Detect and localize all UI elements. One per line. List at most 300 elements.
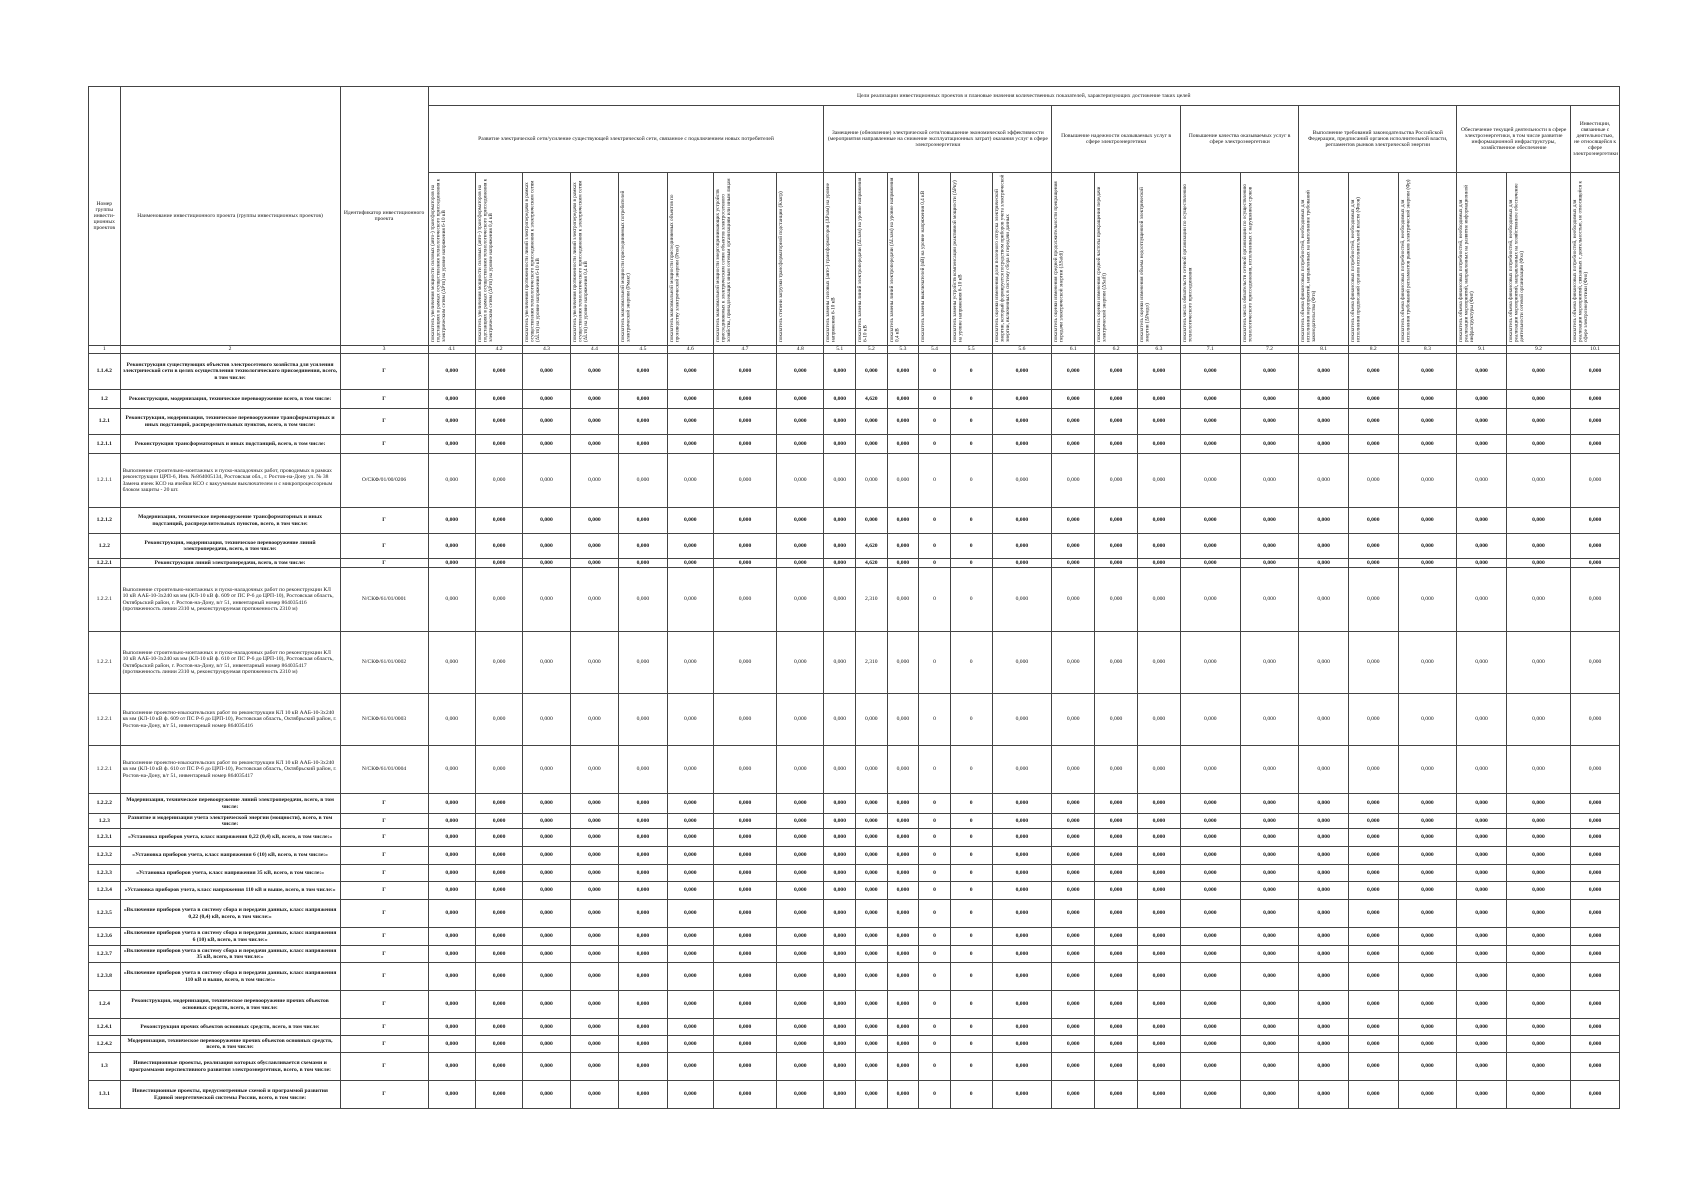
indicator-value: 0,000 [824,865,856,882]
indicator-value: 0,000 [777,1036,824,1053]
indicator-value: 0,000 [1052,409,1095,435]
indicator-value: 0,000 [1052,354,1095,390]
row-number: 1.2.1.2 [89,508,121,534]
column-number: 7.2 [1240,346,1299,354]
row-number: 1.2.3.1 [89,829,121,847]
indicator-value: 0,000 [523,882,570,900]
table-row [89,568,1620,632]
indicator-value: 0,000 [1348,632,1398,694]
indicator-value: 0,000 [1299,694,1349,746]
indicator-value: 0 [950,1019,992,1036]
column-number: 4.4 [570,346,619,354]
indicator-value: 0,000 [1348,946,1398,963]
indicator-value: 0,000 [1571,991,1620,1019]
indicator-value: 0 [950,829,992,847]
row-name: Модернизация, техническое перевооружение прочих объектов основных средств, всего, в том числе: [120,1036,340,1053]
indicator-value: 0,000 [887,865,919,882]
indicator-value: 0,000 [1457,1053,1507,1081]
indicator-header [992,173,1052,346]
indicator-value: 0,000 [856,354,888,390]
indicator-value: 0,000 [1180,865,1240,882]
indicator-value: 0 [950,794,992,814]
indicator-value: 0,000 [887,746,919,794]
indicator-value: 0,000 [667,1053,713,1081]
indicator-value: 0 [919,534,951,559]
indicator-header [1240,173,1299,346]
indicator-header [919,173,951,346]
column-number: 5.6 [992,346,1052,354]
goal-group-header: Повышение надежности оказываемых услуг в сфере электроэнергетики [1052,106,1181,173]
indicator-header-text: показатель максимальной мощности присоединяемых объектов по производству электрической энергии (Pген) [668,194,681,342]
col-header-goals: Цели реализации инвестиционных проектов и плановые значения количественных показателей, характеризующих достижение таких целей [428,87,1619,106]
indicator-value: 0,000 [523,1019,570,1036]
indicator-value: 0,000 [1052,534,1095,559]
indicator-value: 0,000 [1138,847,1181,865]
row-name: Выполнение строительно-монтажных и пуско-наладочных работ по реконструкции КЛ 10 кВ ААБ-10-3х240 кв мм (КЛ-10 кВ ф. 609 от ПС Р-6 до ЦРП-10), Ростовская область, Октябрьский район, г. Ростов-на-Дону, в/г 51, инвентарный номер 864035416 (протяженность линии 2310 м, реконструируемая протяженность 2310 м) [120,568,340,632]
indicator-value: 0,000 [475,882,522,900]
indicator-value: 0 [919,435,951,454]
indicator-value: 0,000 [1299,534,1349,559]
table-row [89,390,1620,409]
row-number: 1.2.3.3 [89,865,121,882]
indicator-value: 0,000 [713,1081,776,1109]
indicator-value: 0,000 [475,1036,522,1053]
indicator-value: 0,000 [1348,991,1398,1019]
indicator-value: 0,000 [1348,829,1398,847]
row-number: 1.2.3.5 [89,900,121,928]
indicator-value: 0,000 [856,508,888,534]
indicator-value: 0,000 [1571,508,1620,534]
row-name: Реконструкция существующих объектов электросетевого хозяйства для усиления электрической сети в целях осуществления технологического присоединения, всего, в том числе: [120,354,340,390]
row-name: «Установка приборов учета, класс напряжения 110 кВ и выше, всего, в том числе:» [120,882,340,900]
indicator-value: 0 [919,1053,951,1081]
indicator-value: 0,000 [777,882,824,900]
indicator-header [475,173,522,346]
indicator-value: 0,000 [1138,829,1181,847]
row-number: 1.2.3.7 [89,946,121,963]
column-number: 6.2 [1095,346,1138,354]
indicator-value: 0,000 [1571,435,1620,454]
indicator-value: 0,000 [1506,794,1570,814]
indicator-value: 0,000 [1240,847,1299,865]
indicator-value: 0,000 [1052,746,1095,794]
indicator-value: 0,000 [428,435,475,454]
column-number: 8.2 [1348,346,1398,354]
indicator-value: 0,000 [777,814,824,829]
indicator-value: 0,000 [475,1081,522,1109]
indicator-value: 0,000 [1240,814,1299,829]
indicator-value: 0,000 [824,559,856,568]
indicator-value: 0,000 [856,1036,888,1053]
indicator-value: 0,000 [1180,963,1240,991]
indicator-value: 0,000 [824,1053,856,1081]
column-number: 5.3 [887,346,919,354]
indicator-value: 0,000 [1398,508,1457,534]
column-number: 8.3 [1398,346,1457,354]
indicator-value: 0,000 [1457,900,1507,928]
indicator-value: 0,000 [570,794,619,814]
indicator-value: 0,000 [887,534,919,559]
indicator-value: 0,000 [428,409,475,435]
indicator-value: 0,000 [1240,1036,1299,1053]
indicator-value: 0,000 [992,632,1052,694]
indicator-value: 0,000 [1052,847,1095,865]
indicator-value: 0,000 [1180,1019,1240,1036]
row-number: 1.2.3.4 [89,882,121,900]
indicator-value: 0,000 [992,882,1052,900]
column-number: 2 [120,346,340,354]
indicator-value: 0,000 [1348,435,1398,454]
row-number: 1.2.2.1 [89,694,121,746]
column-number: 4.7 [713,346,776,354]
indicator-value: 0,000 [428,991,475,1019]
indicator-value: 0,000 [1571,829,1620,847]
indicator-value: 0,000 [887,559,919,568]
row-identifier: Г [340,534,428,559]
indicator-value: 0 [950,694,992,746]
indicator-value: 0,000 [619,508,668,534]
indicator-value: 0,000 [777,829,824,847]
indicator-value: 0,000 [1398,963,1457,991]
indicator-value: 0,000 [428,568,475,632]
indicator-value: 0,000 [523,814,570,829]
indicator-value: 0,000 [428,354,475,390]
indicator-value: 0,000 [856,794,888,814]
indicator-value: 0,000 [1506,1081,1570,1109]
indicator-value: 0,000 [1348,559,1398,568]
indicator-value: 0,000 [992,568,1052,632]
indicator-value: 0,000 [428,1036,475,1053]
indicator-header-text: показатель максимальной мощности энергопринимающих устройств присоединяемых к электрическим сетям объектов электросетевого хозяйства, принадлежащих иным сетевым организациям или иным лицам [714,178,732,342]
indicator-header-text: показатель увеличения мощности силовых (авто-) трансформаторов на подстанциях в рамках осуществления технологического присоединения к электрическим сетям (ΔPтп) на уровне напряжения 6-10 кВ [429,178,447,342]
indicator-value: 0,000 [824,847,856,865]
indicator-value: 0,000 [713,390,776,409]
indicator-value: 0 [950,508,992,534]
indicator-value: 0,000 [713,829,776,847]
indicator-value: 0,000 [1180,794,1240,814]
indicator-header-text: показатель объема финансовых потребностей, необходимых для исполнения мероприятий, направленных на выполнение требований законодательства (Фтз) [1300,190,1318,342]
indicator-header-text: показатель оценки изменения доли полезного отпуска электрической энергии, который формируется посредством приборов учета электрической энергии, включенных в систему сбора и передачи данных [993,174,1011,342]
indicator-value: 0,000 [1457,1081,1507,1109]
indicator-value: 0,000 [428,814,475,829]
indicator-value: 0,000 [856,991,888,1019]
indicator-value: 0,000 [777,847,824,865]
indicator-value: 0,000 [856,882,888,900]
indicator-value: 0,000 [1138,882,1181,900]
indicator-value: 0,000 [1180,900,1240,928]
indicator-value: 0,000 [475,534,522,559]
indicator-value: 0,000 [619,991,668,1019]
indicator-value: 0,000 [1571,865,1620,882]
indicator-value: 0,000 [713,409,776,435]
indicator-value: 0,000 [1052,694,1095,746]
indicator-value: 0,000 [570,1036,619,1053]
indicator-value: 0,000 [428,1053,475,1081]
indicator-header-text: показатель оценки изменения объема недоотпущенной электрической энергии (ΔPнедо) [1139,187,1151,342]
indicator-value: 0,000 [1052,991,1095,1019]
indicator-value: 0,000 [713,865,776,882]
row-name: «Включение приборов учета в систему сбора и передачи данных, класс напряжения 6 (10) кВ, всего, в том числе:» [120,928,340,946]
indicator-value: 0,000 [523,900,570,928]
indicator-header [619,173,668,346]
indicator-value: 0,000 [667,435,713,454]
indicator-value: 0,000 [667,847,713,865]
row-name: «Включение приборов учета в систему сбора и передачи данных, класс напряжения 35 кВ, всего, в том числе:» [120,946,340,963]
indicator-value: 0,000 [992,559,1052,568]
row-identifier: Г [340,354,428,390]
indicator-value: 0,000 [777,435,824,454]
indicator-value: 0,000 [1506,354,1570,390]
row-number: 1.2.4 [89,991,121,1019]
indicator-value: 0,000 [887,694,919,746]
indicator-value: 0,000 [1398,559,1457,568]
indicator-value: 0,000 [1299,568,1349,632]
indicator-value: 0,000 [1052,946,1095,963]
column-number: 4.2 [475,346,522,354]
indicator-value: 0,000 [523,829,570,847]
indicator-value: 0,000 [570,847,619,865]
indicator-value: 0,000 [713,632,776,694]
indicator-value: 0,000 [1180,534,1240,559]
indicator-value: 0,000 [713,534,776,559]
indicator-value: 0,000 [475,847,522,865]
indicator-value: 0,000 [1457,1036,1507,1053]
indicator-value: 0,000 [1095,409,1138,435]
indicator-value: 0 [950,1036,992,1053]
indicator-value: 0,000 [1571,1081,1620,1109]
column-number: 3 [340,346,428,354]
column-number: 6.3 [1138,346,1181,354]
indicator-value: 0,000 [713,882,776,900]
indicator-value: 0 [919,847,951,865]
row-number: 1.2.4.2 [89,1036,121,1053]
indicator-value: 0,000 [428,882,475,900]
indicator-value: 0,000 [1506,991,1570,1019]
indicator-value: 0,000 [1571,963,1620,991]
indicator-value: 0 [950,409,992,435]
indicator-value: 0,000 [856,829,888,847]
table-row [89,900,1620,928]
row-name: Реконструкция прочих объектов основных средств, всего, в том числе: [120,1019,340,1036]
indicator-value: 0 [919,454,951,508]
indicator-value: 0 [919,865,951,882]
indicator-value: 0,000 [887,963,919,991]
row-identifier: Г [340,1036,428,1053]
row-identifier: Г [340,390,428,409]
table-row [89,928,1620,946]
indicator-value: 0,000 [992,900,1052,928]
indicator-value: 0,000 [1457,746,1507,794]
indicator-header [1571,173,1620,346]
table-row [89,1019,1620,1036]
row-name: Реконструкция, модернизация, техническое перевооружение линий электропередачи, всего, в том числе: [120,534,340,559]
indicator-value: 0,000 [1180,409,1240,435]
indicator-value: 0,000 [1138,508,1181,534]
indicator-value: 0,000 [570,559,619,568]
indicator-value: 0 [919,632,951,694]
indicator-value: 0,000 [992,390,1052,409]
indicator-value: 0,000 [475,694,522,746]
indicator-value: 0 [950,900,992,928]
row-number: 1.2.2.1 [89,746,121,794]
indicator-value: 0 [919,900,951,928]
indicator-value: 0,000 [824,1081,856,1109]
indicator-value: 0,000 [1138,694,1181,746]
indicator-value: 0,000 [856,963,888,991]
indicator-value: 0,000 [1457,991,1507,1019]
indicator-value: 0,000 [887,814,919,829]
indicator-value: 0,000 [992,847,1052,865]
column-number: 10.1 [1571,346,1620,354]
indicator-value: 0 [950,390,992,409]
indicator-value: 0 [919,1036,951,1053]
indicator-value: 0,000 [1506,900,1570,928]
indicator-value: 0,000 [777,568,824,632]
indicator-value: 0,000 [1180,991,1240,1019]
indicator-value: 0,000 [475,632,522,694]
indicator-value: 0,000 [1095,928,1138,946]
indicator-value: 0,000 [992,963,1052,991]
indicator-value: 0 [950,946,992,963]
indicator-value: 0,000 [1240,1019,1299,1036]
indicator-value: 0,000 [475,746,522,794]
indicator-value: 0,000 [667,1036,713,1053]
table-row [89,508,1620,534]
indicator-value: 0,000 [824,390,856,409]
indicator-value: 0,000 [1299,1036,1349,1053]
row-identifier: Г [340,946,428,963]
indicator-value: 0,000 [523,534,570,559]
indicator-value: 0,000 [887,847,919,865]
indicator-value: 0,000 [824,632,856,694]
row-name: Выполнение проектно-изыскательских работ по реконструкции КЛ 10 кВ ААБ-10-3х240 кв мм (КЛ-10 кВ ф. 610 от ПС Р-6 до ЦРП-10), Ростовская область, Октябрьский район, г. Ростов-на-Дону, в/г 51, инвентарный номер 864035417 [120,746,340,794]
indicator-value: 0,000 [667,882,713,900]
indicator-value: 0,000 [887,390,919,409]
indicator-value: 0,000 [619,882,668,900]
row-number: 1.2.3 [89,814,121,829]
indicator-value: 0,000 [570,694,619,746]
indicator-value: 0,000 [824,534,856,559]
col-header-number: Номер группы инвести-ционных проектов [89,87,121,346]
indicator-value: 0,000 [619,794,668,814]
indicator-value: 0,000 [824,946,856,963]
indicator-value: 0,000 [667,1081,713,1109]
indicator-header-text: показатель объема финансовых потребностей, необходимых для реализации мероприятий, связанных с деятельностью, не относящейся к сфере электроэнергетики (Фно) [1572,180,1590,342]
indicator-value: 0,000 [1240,1053,1299,1081]
indicator-value: 0,000 [1138,963,1181,991]
indicator-value: 0,000 [1240,882,1299,900]
indicator-value: 0,000 [1240,435,1299,454]
indicator-value: 0,000 [856,1081,888,1109]
indicator-value: 0,000 [777,991,824,1019]
indicator-value: 0,000 [1240,534,1299,559]
indicator-value: 0,000 [1052,390,1095,409]
indicator-value: 0,000 [992,1036,1052,1053]
indicator-value: 0,000 [1398,390,1457,409]
indicator-value: 0,000 [1180,454,1240,508]
indicator-value: 0,000 [1240,508,1299,534]
indicator-value: 0,000 [523,865,570,882]
indicator-value: 0,000 [1398,746,1457,794]
indicator-value: 0,000 [777,946,824,963]
indicator-value: 0,000 [1506,1053,1570,1081]
indicator-value: 0,000 [523,1036,570,1053]
row-name: «Установка приборов учета, класс напряжения 35 кВ, всего, в том числе:» [120,865,340,882]
indicator-value: 0,000 [1398,1081,1457,1109]
indicator-value: 0,000 [1457,694,1507,746]
indicator-value: 0,000 [713,991,776,1019]
indicator-value: 0,000 [856,1019,888,1036]
indicator-value: 0,000 [1398,632,1457,694]
indicator-value: 0,000 [856,814,888,829]
table-row [89,991,1620,1019]
indicator-value: 0,000 [1180,1053,1240,1081]
indicator-value: 0,000 [1095,694,1138,746]
indicator-value: 0 [950,991,992,1019]
indicator-value: 0,000 [1180,632,1240,694]
indicator-value: 0,000 [475,946,522,963]
column-number: 4.1 [428,346,475,354]
indicator-value: 0,000 [1299,746,1349,794]
row-identifier: Г [340,409,428,435]
indicator-value: 0,000 [992,1081,1052,1109]
indicator-value: 0 [950,847,992,865]
indicator-value: 0,000 [1571,928,1620,946]
indicator-value: 0,000 [475,409,522,435]
indicator-value: 0,000 [1138,1081,1181,1109]
indicator-value: 0,000 [1095,454,1138,508]
indicator-value: 0,000 [887,1081,919,1109]
column-number: 7.1 [1180,346,1240,354]
indicator-value: 0,000 [1095,963,1138,991]
indicator-value: 0,000 [1240,963,1299,991]
indicator-value: 0,000 [523,991,570,1019]
indicator-value: 0,000 [1052,559,1095,568]
indicator-value: 0,000 [1348,963,1398,991]
indicator-value: 0,000 [570,829,619,847]
indicator-value: 0,000 [619,946,668,963]
indicator-value: 0,000 [667,928,713,946]
indicator-value: 0,000 [1052,454,1095,508]
indicator-value: 0,000 [1398,928,1457,946]
indicator-value: 0,000 [992,354,1052,390]
column-number: 6.1 [1052,346,1095,354]
indicator-value: 0,000 [619,1036,668,1053]
row-number: 1.2 [89,390,121,409]
column-number: 5.5 [950,346,992,354]
indicator-value: 0,000 [992,1053,1052,1081]
row-number: 1.2.2.1 [89,568,121,632]
indicator-value: 0,000 [619,746,668,794]
indicator-value: 0,000 [887,991,919,1019]
indicator-value: 4,620 [856,559,888,568]
indicator-value: 0,000 [1240,900,1299,928]
indicator-value: 0,000 [1180,559,1240,568]
indicator-value: 0,000 [1138,568,1181,632]
indicator-value: 0,000 [1052,963,1095,991]
indicator-value: 0,000 [1138,435,1181,454]
indicator-value: 0,000 [713,435,776,454]
indicator-value: 0,000 [570,946,619,963]
indicator-value: 0,000 [475,829,522,847]
indicator-value: 0,000 [887,946,919,963]
indicator-value: 0,000 [777,746,824,794]
column-number: 4.6 [667,346,713,354]
indicator-value: 0,000 [1457,534,1507,559]
indicator-value: 0,000 [1571,694,1620,746]
indicator-value: 0,000 [1095,1036,1138,1053]
indicator-value: 0,000 [1348,508,1398,534]
